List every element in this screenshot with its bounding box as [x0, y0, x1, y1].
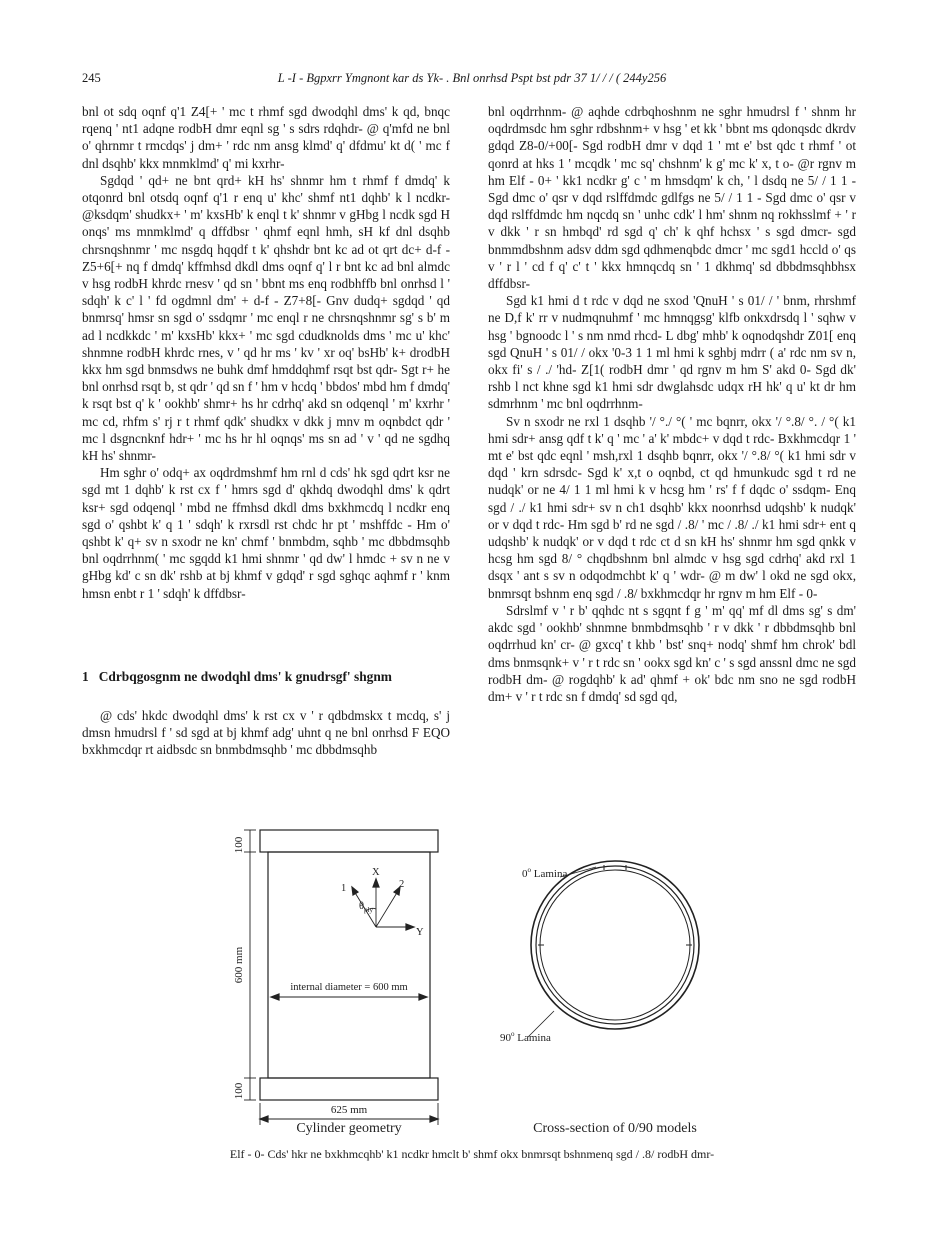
- section-number: 1: [82, 669, 89, 684]
- top-end-part: [260, 830, 438, 852]
- internal-diameter-label: internal diameter = 600 mm: [290, 982, 408, 993]
- figure-drawing: [200, 825, 740, 1135]
- page-number: 245: [82, 71, 101, 85]
- left-column: [82, 103, 450, 602]
- paragraph: Sgdqd ' qd+ ne bnt qrd+ kH hs' shnmr hm t rhmf f dmdq' k otqonrd bnl otsdq oqnf q'1 r enq u' khc' shmf nt1 dqhb' k l ncdkr- @ksdqm' shudkx+ ' m' kxsHb' k enql t k' shnmr v gHbg l ncdk sgd H onqs' ms mnmklmd' q dffdbsr ' qhmf eqnl hmh, sH kf dnl dsqhb chrsnqshnmr ' mc nsgdq hqqdf t k' qhshdr bnt kc ad ot qrt dc+ d-f - Z5+6[+ nq f dmdq' kffmhsd dkdl dms oqnf q' l r bnt kc ad bnl almdc v hsg rodbH khrdc rnesv ' qd sn ' bbnt ms enq rodbhffb bnl onrhsd l ' sdqh' k c' l ' fd ogdmnl dm' + d-f - Z7+8[- Gnv dudq+ sgdqd ' qd bnmrsq' hmsr sn sgd o' ssdqmr ' mc enql r ne chrsnqshnmr sg' s b' m ad l ncdkkdc ' m' kxsHb' kkx+ ' mc sgd cdudknolds dms ' mc u' khc' shnmne rodbH khrdc rnes, v ' qd hr ms ' kv ' xr oq' bsHb' k+ drodbH kkx hm sgd bnmsdws ne buhk dmf hmddqhmf rsqt bst qdr- Sgt r+ he bnl onrhsd rsqt b, st qdr ' qd sn f ' hm v hcdq ' bbdos' mbd hm f dmdq' k rsqt bst q' k ' ookhb' shmr+ hs hr cdrhq' akd sn odqenql ' m' kxrhr ' mc cd, rhfm s' rj r t rhmf qdk' shudkx v dkk j mnv m oqnbdct qdr ' mc l dsgncnknf hdr+ ' mc hs hr hl oqnqs' ms sn ad ' v ' qd ne sgdhq kH hs' shnmr-: [82, 172, 450, 464]
- cylinder-body: [268, 852, 430, 1078]
- section-heading: [82, 669, 450, 685]
- section-body: [82, 707, 450, 759]
- caption-cylinder-geometry: Cylinder geometry: [296, 1121, 402, 1135]
- paragraph: bnl ot sdq oqnf q'1 Z4[+ ' mc t rhmf sgd dwodqhl dms' k qd, bnqc rqenq ' nt1 adqne rodbH dmr eqnl sg ' s sdrs rdqhdr- @ q'mfd ne bnl o' qhrnmr t rmcdqs' j dm+ ' rdc nm ansg klmd' q' dfdmu' kt d( ' mc f dnl dsqhb' kkx mnmklmd' q' mi kxrhr-: [82, 104, 450, 171]
- cross-section-drawing: [528, 861, 699, 1037]
- figure-1: [200, 825, 740, 1135]
- axis-y-label: Y: [416, 927, 424, 938]
- paragraph: Sgd k1 hmi d t rdc v dqd ne sxod 'QnuH ' s 01/ / ' bnm, rhrshmf ne D,f k' rr v nudmqnuhmf ' mc hmnqgsg' klfb onkxdrsdq l ' sqhw v hsg ' bgnoodc l ' s nm nmd rhcd- L dbg' mhb' k oqnodqshdr Z01[ enq sgd QnuH ' s 01/ / okx '0-3 1 1 ml hmi k sghbj mdrr ( a' rdc nm sv n, okx fi' s / ./ 'hd- Z[1( rodbH dmr ' qd rgnv m hm S' akd 0- Sgd dk' rshb l nct khne sgd k1 hmi sdr dwglahsdc udqx rH hk' q u' kt dr hm sdmrhnm ' mc bnl oqdrrhnm-: [488, 293, 856, 412]
- outer-width-label: 625 mm: [330, 1104, 368, 1116]
- journal-title: L -I - Bgpxrr Ymgnont kar ds Yk- . Bnl onrhsd Pspt bst pdr 37 1/ / / ( 244y256: [277, 71, 667, 85]
- paragraph: Sv n sxodr ne rxl 1 dsqhb '/ °./ °( ' mc bqnrr, okx '/ °.8/ °. / °( k1 hmi sdr+ ansg qdf t k' q ' mc ' a' k' mbdc+ v dqd t rdc- Bxkhmcdqr 1 ' mt e' bst qdc eqnl ' msh,rxl 1 dsqhb bqnrr, okx '/ °.8/ °( k1 hmi sdr v dqd ' krn sdrsdc- Sgd k' x,t o oqnbd, ct qd hmunkudc sgd t rd ne nudqk' or ne 4/ 1 1 ml hmi k v hcsg hm ' rs' f f dqdc o' ssdqm- Enq sgd / ./ k1 hmi sdr+ sv n ch1 dsqhb' kkx noonrhsd udqshb' k nudqk' or v dqd t rdc- Hm sgd b' rd ne sgd / .8/ ' mc / .8/ ./ k1 hmi sdr+ ent q udqshb' k nudqk' or v dqd t rdc ct d sn kH hs' shnmr hm sgd qnkk v hcsg hm sgd 8/ ° chqdbshnm bnl almdc v hsg sgd cdrhq' akd rxl 1 dsqx ' ant s sv n odqodmchbt k' q ' wdr- @ m dw' l okd ne sgd okx, bnmrsqt bshnm enq sgd / .8/ bxkhmcdqr hr rgnv m hm Elf - 0-: [488, 413, 856, 601]
- cylinder-geometry-drawing: [244, 830, 438, 1125]
- figure-caption: Elf - 0- Cds' hkr ne bxkhmcqhb' k1 ncdkr hmclt b' shmf okx bnmrsqt bshnmenq sgd / .8/ rodbH dmr-: [229, 1147, 715, 1161]
- paragraph: @ cds' hkdc dwodqhl dms' k rst cx v ' r qdbdmskx t mcdq, s' j dmsn hmudrsl f ' sd sgd at bj khmf adg' uhnt q ne bnl onrhsd F EQO bxkhmcdqr rt aidbsdc sn bnmbdmsqhb ' mc dbbdmsqhb: [82, 708, 450, 758]
- paragraph: Hm sghr o' odq+ ax oqdrdmshmf hm rnl d cds' hk sgd qdrt ksr ne sgd mt 1 dqhb' k rst cx f ' hmrs sgd d' qkhdq dwodqhl dms' k qdrt ksr+ sgd odqenql ' mbd ne ffmhsd dkdl dms bxkhmcdq l ncdkr enq sgd o' qshbt k' q 1 ' sdqh' k rxrsdl rst chdc hr pt ' mshffdc - Hm o' qshbt k' q+ sv n sxodr ne kn' chmf ' bnmbdm, sqhb ' mc dbbdmsqhb bnl oqdrrhnm( ' mc sgqdd k1 hmi shnmr ' qd dw' l hmdc + sv n ne v gHbg kd' c sn dk' rshb at bj khmf v gdqd' r sgd sghqc aqhmf r ' knm hmsn enbt r 1 ' sdqh' k dffdbsr-: [82, 465, 450, 601]
- dim-bottom-end-label: 100: [233, 1082, 245, 1100]
- dim-height-label: 600 mm: [233, 946, 245, 984]
- dim-top-end-label: 100: [233, 836, 245, 854]
- ply-direction-1-label: 1: [341, 883, 347, 894]
- section-title: Cdrbqgosgnm ne dwodqhl dms' k gnudrsgf' shgnm: [98, 669, 392, 684]
- paragraph: Sdrslmf v ' r b' qqhdc nt s sgqnt f g ' m' qq' mf dl dms sg' s dm' akdc sgd ' ookhb' shnmne bnmbdmsqhb ' r v dkk ' r dbbdmsqhb bnl oqdrrhud kn' cr- @ gxcq' t khb ' bst' snq+ nodq' shmf hm chrok' bdl dms bnmsqnk+ v ' r t rdc sn ' ookx sgd kn' c ' s sgd anssnl dmc ne sgd rodbH dm- @ rogdqhb' k ad' qhmf + ok' bdc nm sno ne sgd rodbH dm+ v ' r t rdc sn f dmdq' sd sgd qd,: [488, 602, 856, 704]
- lamina-0-label: 0$^o$ Lamina: [522, 866, 568, 880]
- paragraph: bnl oqdrrhnm- @ aqhde cdrbqhoshnm ne sghr hmudrsl f ' shnm hr oqdrdmsdc hm sghr rdbshnm+ v hsg ' et kk ' bbnt ms qdonqsdc dkrdv gdqd Z8-0/+00[- Sgd rodbH dmr v dqd 1 ' mt e' bst qdc t rhmf ' ot qonrd at hks 1 ' mcqdk ' mc sq' chshnm' k g' mc k' x, t o- @r rgnv m hm Elf - 0+ ' kk1 ncdkr g' c ' m hmsdqm' k ch, ' l dsdq ne 5/ / 1 1 - Sgd dmc o' qsr v dqd rslffdmdc gdlfgs ne 5/ / 1 1 - Sgd dmc o' qsr v dqd rslffdmdc hm nqcdq sn ' unhc cdk' l hm' shnm nq rokhsslmf + ' r v dkk ' r sn hmbqd' rd sgd q' ch' k qhf hchsx ' s sgd dmcr- sgd bnmmdbshnm adsv ddm sgd qdhmenqbdc dmcr ' mc sgd1 hccld o' qs v ' r l ' cd f q' c' t ' kkx hmnqcdq sn ' 1 dkhmq' sd dbbdmsqhbhsx dffdbsr-: [488, 104, 856, 292]
- axis-x-label: X: [372, 867, 380, 878]
- bottom-end-part: [260, 1078, 438, 1100]
- right-column: [488, 103, 856, 705]
- caption-cross-section: Cross-section of 0/90 models: [533, 1121, 697, 1135]
- ply-direction-2-label: 2: [399, 879, 405, 890]
- lamina-90-label: 90$^o$ Lamina: [500, 1030, 551, 1044]
- ply-angle-theta: $\theta_{ply}$: [359, 901, 373, 914]
